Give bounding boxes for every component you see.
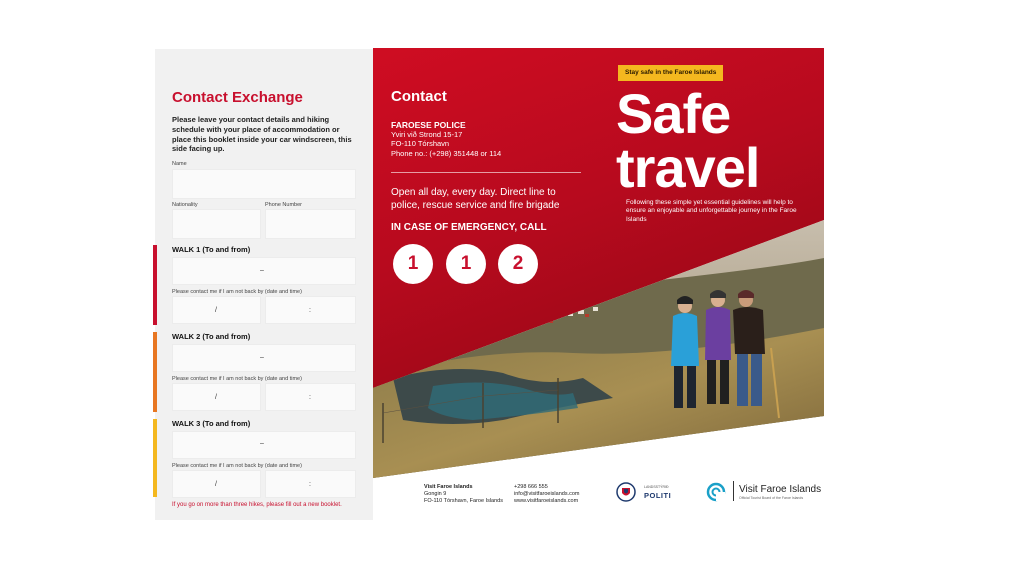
- contact-exchange-panel: [155, 49, 373, 520]
- walk-3-dash: –: [260, 440, 264, 447]
- police-phone: Phone no.: (+298) 351448 or 114: [391, 148, 502, 158]
- walk-2-note: Please contact me if I am not back by (date and time): [172, 376, 302, 382]
- contact-exchange-title: Contact Exchange: [172, 89, 303, 106]
- footer-org: Visit Faroe Islands: [424, 484, 473, 490]
- nationality-field[interactable]: [172, 209, 261, 239]
- walk-2-colon: :: [309, 394, 311, 401]
- name-label: Name: [172, 161, 187, 167]
- cover-title-line-2: travel: [616, 136, 760, 199]
- footer-address-line: Gongin 9: [424, 491, 447, 498]
- walk-3-colon: :: [309, 481, 311, 488]
- walk-2-heading: WALK 2 (To and from): [172, 332, 251, 341]
- walk-1-note: Please contact me if I am not back by (date and time): [172, 289, 302, 295]
- visit-faroe-logo-subtext: Official Tourist Board of the Faroe Islands: [739, 496, 804, 500]
- police-address: [391, 130, 571, 158]
- new-booklet-note: If you go on more than three hikes, please fill out a new booklet.: [172, 502, 342, 508]
- walk-1-colon: :: [309, 307, 311, 314]
- police-name: FAROESE POLICE: [391, 120, 466, 130]
- police-logo-text: POLITI: [644, 491, 672, 500]
- walk-3-slash: /: [215, 481, 217, 488]
- walk-1-heading: WALK 1 (To and from): [172, 245, 251, 254]
- walk-2-dash: –: [260, 354, 264, 361]
- footer-phone: +298 666 555: [514, 484, 548, 490]
- footer-address: [424, 484, 503, 505]
- footer-contact: [514, 484, 580, 505]
- walk-1-route-field[interactable]: [172, 257, 356, 285]
- divider: [391, 172, 581, 173]
- walk-3-note: Please contact me if I am not back by (date and time): [172, 463, 302, 469]
- police-address-line: FO-110 Tórshavn: [391, 139, 450, 149]
- walk-1-color-bar: [153, 245, 157, 325]
- walk-3-color-bar: [153, 419, 157, 497]
- phone-label: Phone Number: [265, 202, 302, 208]
- nationality-label: Nationality: [172, 202, 198, 208]
- footer-website: www.visitfaroeislands.com: [514, 498, 579, 505]
- walk-3-heading: WALK 3 (To and from): [172, 419, 251, 428]
- contact-title: Contact: [391, 88, 447, 105]
- walk-1-dash: –: [260, 267, 264, 274]
- walk-2-color-bar: [153, 332, 157, 412]
- emergency-label: IN CASE OF EMERGENCY, CALL: [391, 222, 547, 233]
- footer-address-line: FO-110 Tórshavn, Faroe Islands: [424, 498, 503, 505]
- emergency-digit: 2: [498, 244, 538, 284]
- cover-title-line-1: Safe: [616, 82, 731, 145]
- walk-1-slash: /: [215, 307, 217, 314]
- visit-faroe-logo-icon: [706, 482, 726, 502]
- open-hours-text: Open all day, every day. Direct line to police, rescue service and fire brigade: [391, 187, 560, 211]
- police-logo-small-text: LANDSSTÝRIÐ: [644, 485, 669, 489]
- stay-safe-badge: Stay safe in the Faroe Islands: [618, 65, 723, 81]
- footer-email: info@visitfaroeislands.com: [514, 491, 580, 498]
- walk-2-slash: /: [215, 394, 217, 401]
- police-address-line: Yviri við Strond 15-17: [391, 130, 463, 139]
- safe-travel-poster: [373, 48, 824, 520]
- emergency-digit: 1: [446, 244, 486, 284]
- name-field[interactable]: [172, 169, 356, 199]
- walk-3-route-field[interactable]: [172, 431, 356, 459]
- cover-tagline: Following these simple yet essential guidelines will help to ensure an enjoyable and unforgettable journey in the Faroe Islands: [626, 199, 797, 223]
- phone-field[interactable]: [265, 209, 356, 239]
- logo-divider: [733, 481, 734, 501]
- contact-exchange-intro: Please leave your contact details and hiking schedule with your place of accommodation or place this booklet inside your car windscreen, this side facing up.: [172, 115, 352, 154]
- visit-faroe-logo-text: Visit Faroe Islands: [739, 484, 822, 495]
- walk-2-route-field[interactable]: [172, 344, 356, 372]
- police-crest-icon: [616, 482, 636, 502]
- emergency-digit: 1: [393, 244, 433, 284]
